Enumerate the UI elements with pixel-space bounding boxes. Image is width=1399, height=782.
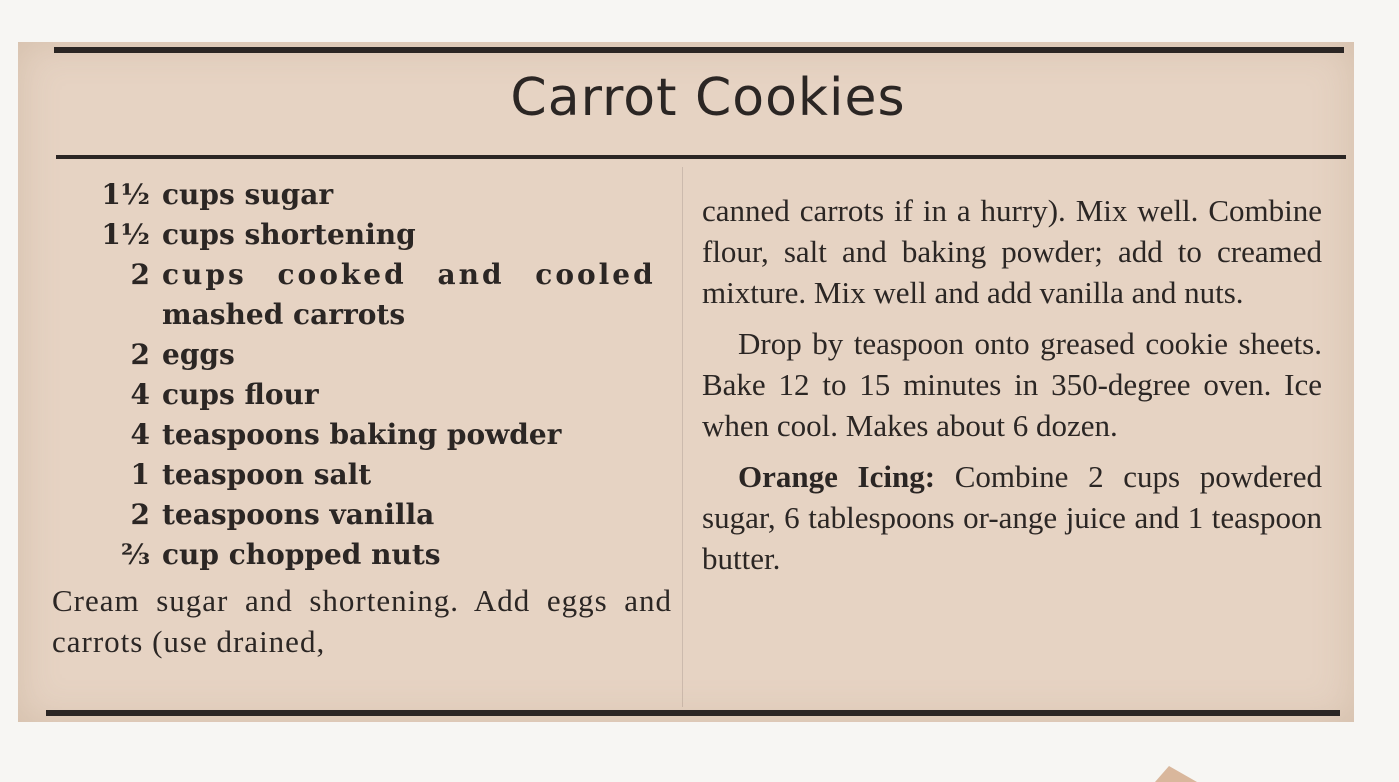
ingredient-quantity [66, 295, 162, 335]
ingredient-name: teaspoons vanilla [162, 498, 435, 531]
icing-text: Combine 2 cups powdered sugar, 6 tablespoons or-ange juice and 1 teaspoon butter. [702, 459, 1323, 576]
ingredient-name: mashed carrots [162, 298, 406, 331]
ingredient-row [66, 255, 686, 295]
ingredient-row [66, 175, 686, 215]
bottom-rule [46, 710, 1340, 716]
ingredient-quantity: 4 [130, 418, 150, 451]
ingredient-name: cup chopped nuts [162, 538, 441, 571]
ingredient-quantity: 2 [130, 498, 150, 531]
ingredient-name: cups sugar [162, 178, 334, 211]
ingredient-row [66, 215, 686, 255]
ingredient-row [66, 375, 686, 415]
ingredient-row [66, 535, 686, 575]
ingredient-row [66, 415, 686, 455]
ingredient-name: cups shortening [162, 218, 416, 251]
ingredient-quantity: 1 [130, 458, 150, 491]
recipe-title: Carrot Cookies [510, 68, 906, 128]
right-column [702, 190, 1322, 589]
instructions-paragraph-1: Cream sugar and shortening. Add eggs and carrots (use drained, [52, 583, 672, 659]
top-rule [54, 47, 1344, 53]
ingredient-name: teaspoon salt [162, 458, 372, 491]
ingredient-name: cups cooked and cooled [162, 258, 656, 291]
ingredient-quantity: 1½ [101, 178, 150, 211]
ingredient-quantity: ⅔ [121, 538, 150, 571]
ingredient-row [66, 295, 686, 335]
ingredient-quantity: 4 [130, 378, 150, 411]
ingredient-quantity: 1½ [101, 218, 150, 251]
paper-scrap [1155, 766, 1197, 782]
ingredient-quantity: 2 [130, 258, 150, 291]
ingredient-list [66, 175, 686, 575]
ingredient-quantity: 2 [130, 338, 150, 371]
ingredient-row [66, 335, 686, 375]
instructions-paragraph-2: canned carrots if in a hurry). Mix well. Combine flour, salt and baking powder; add to creamed mixture. Mix well and add vanilla and nuts. [702, 193, 1322, 310]
icing-paragraph [702, 456, 1322, 579]
ingredient-name: teaspoons baking powder [162, 418, 562, 451]
instructions-paragraph-3: Drop by teaspoon onto greased cookie sheets. Bake 12 to 15 minutes in 350-degree oven. Ice when cool. Makes about 6 dozen. [702, 326, 1322, 443]
ingredient-name: cups flour [162, 378, 319, 411]
icing-label: Orange Icing: [738, 459, 936, 494]
ingredient-name: eggs [162, 338, 235, 371]
ingredient-row [66, 455, 686, 495]
ingredient-row [66, 495, 686, 535]
title-rule [56, 155, 1346, 159]
newspaper-clipping [18, 42, 1354, 722]
